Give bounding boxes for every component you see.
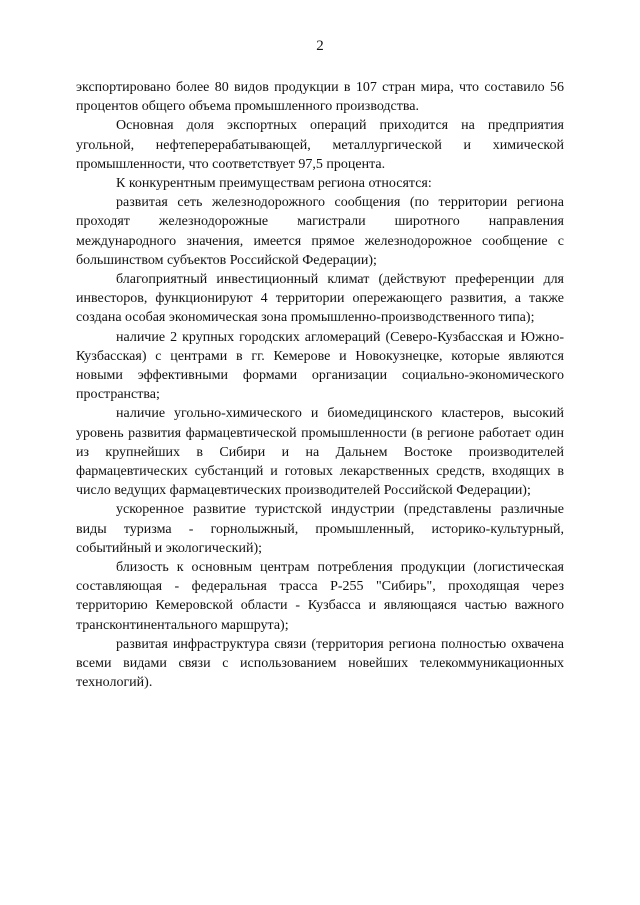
paragraph-consumption-proximity: близость к основным центрам потребления продукции (логистическая составляющая - федеральная трасса Р-255 "Сибирь", проходящая через территорию Кемеровской области - Кузбасса и являющаяся частью важного трансконтинентального маршрута); [76, 560, 564, 633]
paragraph-investment-climate: благоприятный инвестиционный климат (действуют преференции для инвесторов, функционируют 4 территории опережающего развития, а также создана особая экономическая зона промышленно-производственного типа); [76, 272, 564, 326]
document-body [76, 78, 564, 693]
paragraph-export-continuation: экспортировано более 80 видов продукции в 107 стран мира, что составило 56 процентов общего объема промышленного производства. [76, 80, 564, 115]
paragraph-railway-network: развитая сеть железнодорожного сообщения (по территории региона проходят железнодорожные магистрали широтного направления международного значения, имеется прямое железнодорожное сообщение с большинством субъектов Российской Федерации); [76, 195, 564, 268]
paragraph-tourism: ускоренное развитие туристской индустрии (представлены различные виды туризма - горнолыжный, промышленный, историко-культурный, событийный и экологический); [76, 502, 564, 556]
paragraph-communications: развитая инфраструктура связи (территория региона полностью охвачена всеми видами связи с использованием новейших телекоммуникационных технологий). [76, 636, 564, 691]
paragraph-agglomerations: наличие 2 крупных городских агломераций (Северо-Кузбасская и Южно-Кузбасская) с центрами в гг. Кемерове и Новокузнецке, которые являются новыми эффективными формами организации социально-экономического пространства; [76, 329, 564, 403]
paragraph-export-share: Основная доля экспортных операций приходится на предприятия угольной, нефтеперерабатывающей, металлургической и химической промышленности, что соответствует 97,5 процента. [76, 118, 564, 172]
paragraph-advantages-intro: К конкурентным преимуществам региона относятся: [116, 176, 432, 192]
paragraph-clusters: наличие угольно-химического и биомедицинского кластеров, высокий уровень развития фармацевтической промышленности (в регионе работает один из крупнейших в Сибири и на Дальнем Востоке производителей фармацевтических субстанций и готовых лекарственных средств, входящих в число ведущих фармацевтических производителей Российской Федерации); [76, 406, 564, 499]
page-number: 2 [316, 38, 324, 54]
